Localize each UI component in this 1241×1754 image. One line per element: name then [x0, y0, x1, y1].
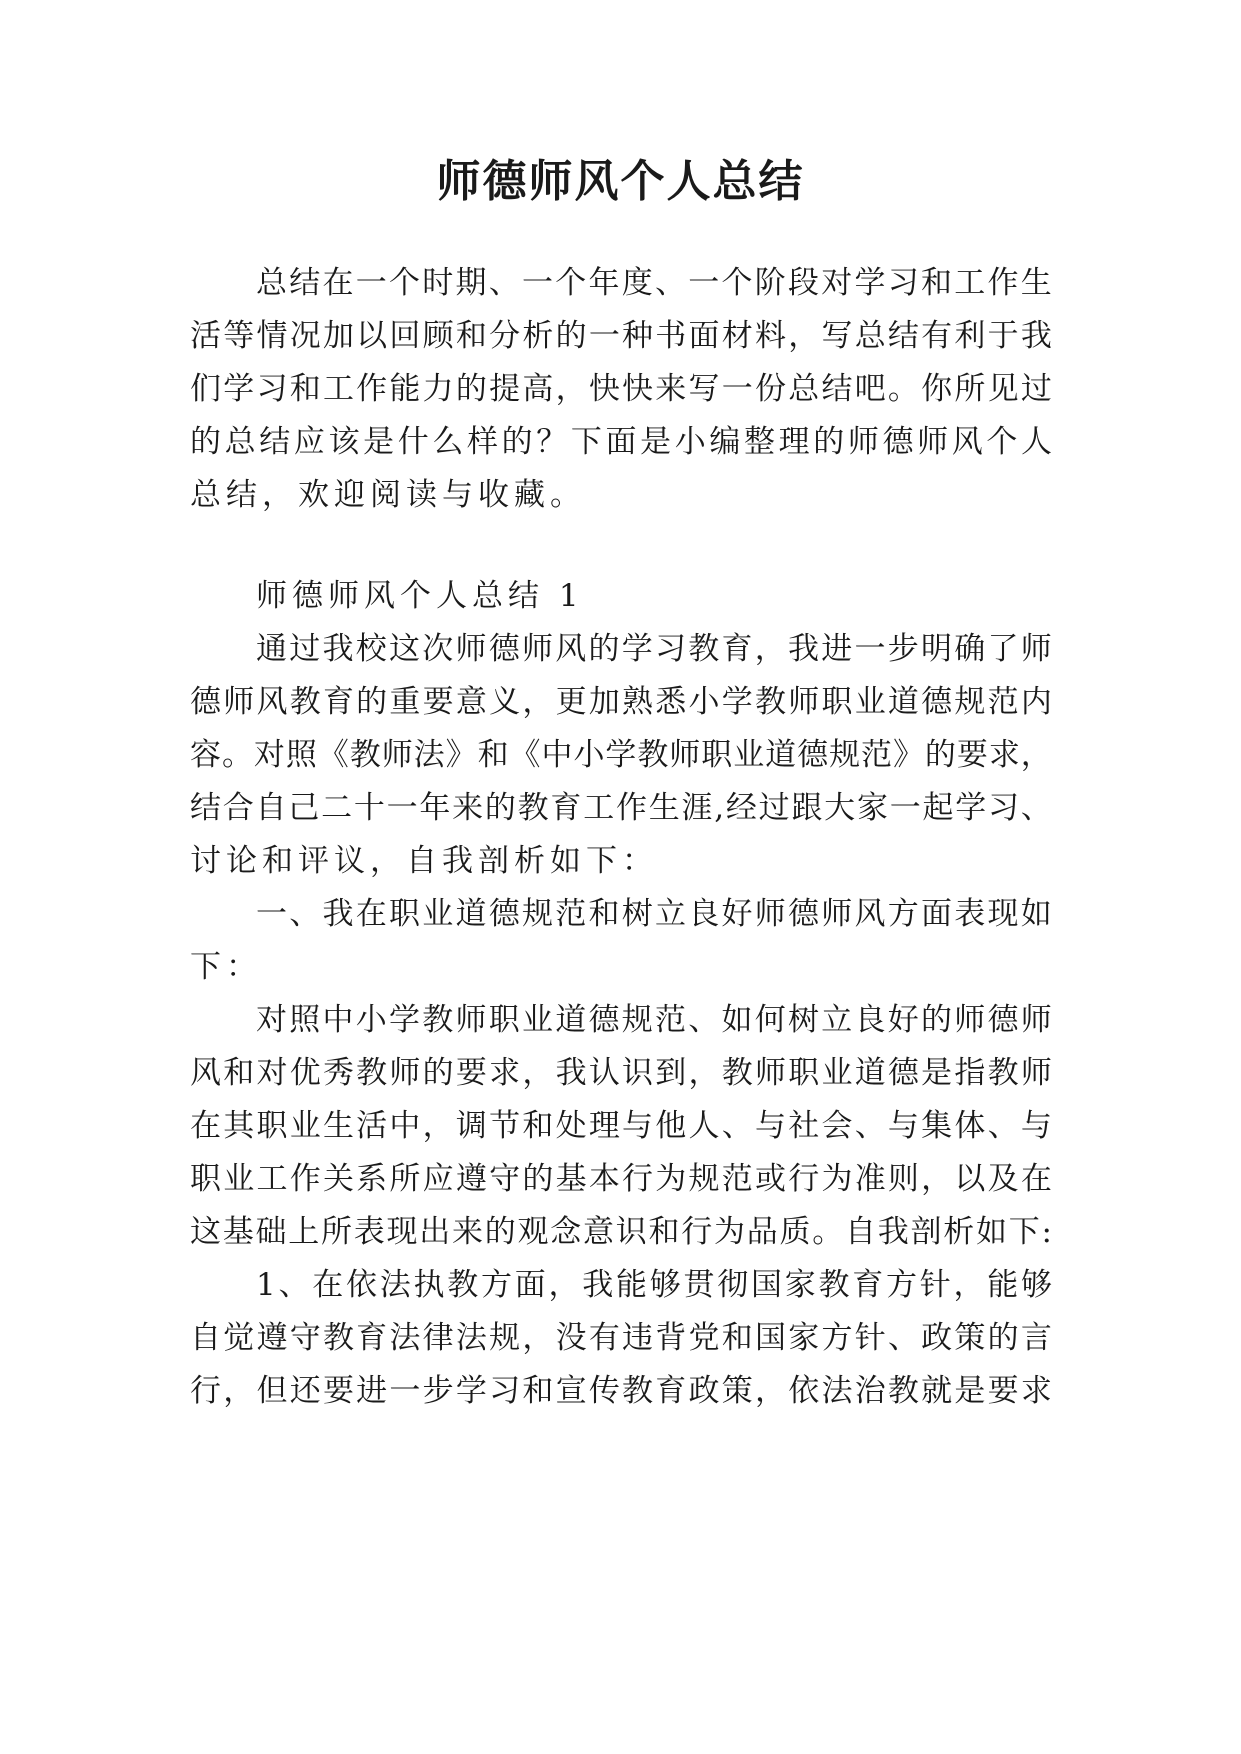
text-line: 容 。 对 照 《 教 师 法 》 和 《 中 小 学 教 师 职 业 道 德 规 范 》 的 要 求 ， [190, 737, 1052, 773]
text-line: 行 ， 但 还 要 进 一 步 学 习 和 宣 传 教 育 政 策 ， 依 法 治 教 就 是 要 求 [190, 1373, 1052, 1409]
text-line: 总 结 在 一 个 时 期 、 一 个 年 度 、 一 个 阶 段 对 学 习 和 工 作 生 [256, 265, 1052, 301]
text-line: 的 总 结 应 该 是 什 么 样 的 ？ 下 面 是 小 编 整 理 的 师 德 师 风 个 人 [190, 424, 1052, 460]
text-line: 德 师 风 教 育 的 重 要 意 义 ， 更 加 熟 悉 小 学 教 师 职 业 道 德 规 范 内 [190, 684, 1052, 720]
text-line: 一 、 我 在 职 业 道 德 规 范 和 树 立 良 好 师 德 师 风 方 面 表 现 如 [256, 896, 1052, 932]
text-line: 在 其 职 业 生 活 中 ， 调 节 和 处 理 与 他 人 、 与 社 会 、 与 集 体 、 与 [190, 1108, 1052, 1144]
text-line: 职 业 工 作 关 系 所 应 遵 守 的 基 本 行 为 规 范 或 行 为 准 则 ， 以 及 在 [190, 1161, 1052, 1197]
text-line: 讨论和评议，自我剖析如下： [190, 843, 658, 879]
text-line: 师德师风个人总结 1 [256, 578, 584, 614]
text-line: 对 照 中 小 学 教 师 职 业 道 德 规 范 、 如 何 树 立 良 好 的 师 德 师 [256, 1002, 1052, 1038]
text-line: 这 基 础 上 所 表 现 出 来 的 观 念 意 识 和 行 为 品 质 。 自 我 剖 析 如 下 : [190, 1214, 1052, 1250]
text-line: 自 觉 遵 守 教 育 法 律 法 规 ， 没 有 违 背 党 和 国 家 方 针 、 政 策 的 言 [190, 1320, 1052, 1356]
text-line: 1 、 在 依 法 执 教 方 面 ， 我 能 够 贯 彻 国 家 教 育 方 针 ， 能 够 [256, 1267, 1052, 1303]
text-line: 下： [190, 949, 262, 985]
text-line: 风 和 对 优 秀 教 师 的 要 求 ， 我 认 识 到 ， 教 师 职 业 道 德 是 指 教 师 [190, 1055, 1052, 1091]
text-line: 活 等 情 况 加 以 回 顾 和 分 析 的 一 种 书 面 材 料 ， 写 总 结 有 利 于 我 [190, 318, 1052, 354]
document-title: 师德师风个人总结 [436, 156, 805, 207]
text-line: 结 合 自 己 二 十 一 年 来 的 教 育 工 作 生 涯 , 经 过 跟 大 家 一 起 学 习 、 [190, 790, 1052, 826]
text-line: 们 学 习 和 工 作 能 力 的 提 高 ， 快 快 来 写 一 份 总 结 吧 。 你 所 见 过 [190, 371, 1052, 407]
text-line: 总结，欢迎阅读与收藏。 [190, 477, 586, 513]
text-line: 通 过 我 校 这 次 师 德 师 风 的 学 习 教 育 ， 我 进 一 步 明 确 了 师 [256, 631, 1052, 667]
